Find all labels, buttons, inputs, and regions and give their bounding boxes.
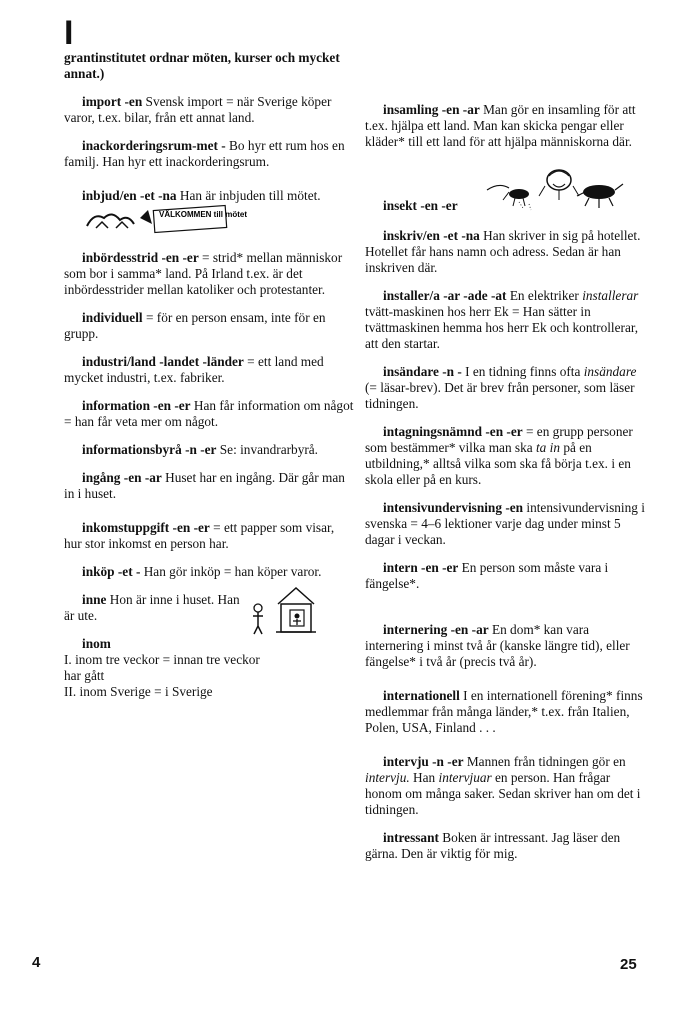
entry-informationsbyra: [64, 442, 354, 458]
definition: I en internationell förening* finns medlemmar från många länder,* t.ex. från Italien, Polen, USA, Finland . . .: [365, 688, 643, 735]
entry-inkop: [64, 564, 354, 580]
continuation-text: grantinstitutet ordnar möten, kurser och mycket annat.): [64, 50, 340, 81]
definition: En person som måste vara i fängelse*.: [365, 560, 609, 591]
definition: = strid* mellan människor som bor i samma* land. På Irland t.ex. är det inbördesstrider mellan katoliker och protestanter.: [64, 250, 343, 297]
sign-text: VÄLKOMMEN till mötet: [159, 210, 247, 219]
definition: Han gör inköp = han köper varor.: [143, 564, 322, 579]
grammar: -en -er: [161, 250, 199, 265]
headword: insändare: [383, 364, 439, 379]
definition: Se: invandrarbyrå.: [219, 442, 318, 457]
headword: intern: [383, 560, 418, 575]
definition: Man gör en insamling för att t.ex. hjälpa ett land. Man kan skicka pengar eller kläder* till ett land för att hjälpa människorna där.: [365, 102, 636, 149]
entry-internationell: [365, 688, 647, 736]
headword: intagningsnämnd: [383, 424, 483, 439]
headword: informationsbyrå: [82, 442, 182, 457]
house-illustration: [230, 584, 318, 640]
headword: inskriv/en: [383, 228, 440, 243]
entry-inom: [64, 636, 354, 700]
entry-inne: [64, 592, 354, 624]
entry-insekt: [365, 162, 647, 214]
grammar: -en -er: [421, 560, 459, 575]
page-number-right: 25: [620, 956, 637, 973]
grammar: -en -er: [172, 520, 210, 535]
definition: Han får information om något = han får veta mer om något.: [64, 398, 354, 429]
definition: på en utbildning,* alltså vilka som ska få börja t.ex. i en skola eller på en kurs.: [365, 440, 631, 487]
entry-inackorderingsrum: [64, 138, 354, 170]
definition: Huset har en ingång. Där går man in i huset.: [64, 470, 345, 501]
headword: inom: [82, 636, 111, 651]
headword: inköp: [82, 564, 115, 579]
grammar: -n -er: [185, 442, 217, 457]
example-word: ta in: [535, 440, 560, 455]
entry-inkomstuppgift: [64, 520, 354, 552]
definition-start: I en tidning finns ofta: [465, 364, 581, 379]
grammar: -en -ar: [441, 102, 480, 117]
grammar: -landet -länder: [159, 354, 244, 369]
headword: information: [82, 398, 150, 413]
definition-start: Mannen från tidningen gör en: [466, 754, 626, 769]
grammar: -n -: [442, 364, 462, 379]
headword: intressant: [383, 830, 439, 845]
definition: Svensk import = när Sverige köper varor, t.ex. bilar, från ett annat land.: [64, 94, 332, 125]
page-number-left: 4: [32, 954, 41, 971]
entry-intensivundervisning: [365, 500, 647, 548]
entry-information: [64, 398, 354, 430]
definition: Han är inbjuden till mötet.: [179, 188, 321, 203]
entry-intressant: [365, 830, 647, 862]
entry-intervju: [365, 754, 647, 818]
definition-start: = en grupp personer som bestämmer* vilka man ska: [365, 424, 633, 455]
definition: Hon är inne i huset. Han är ute.: [64, 592, 240, 623]
section-letter: I: [64, 14, 74, 52]
grammar: -en -er: [420, 198, 458, 213]
definition-start: En elektriker: [509, 288, 579, 303]
entry-intagningsnamnd: [365, 424, 647, 488]
example-word: intervju.: [365, 770, 410, 785]
headword: inackorderingsrum: [82, 138, 193, 153]
entry-intern: [365, 560, 647, 592]
grammar: -n -er: [432, 754, 464, 769]
grammar: -en -ar: [450, 622, 489, 637]
entry-inbordesstrid: [64, 250, 354, 298]
headword: inne: [82, 592, 107, 607]
right-column: [365, 102, 647, 874]
entry-insamling: [365, 102, 647, 150]
entry-insandare: [365, 364, 647, 412]
entry-import: [64, 94, 354, 126]
entry-inbjuden: [64, 188, 354, 238]
list-text-continued: har gått: [64, 668, 105, 683]
entry-inskriven: [365, 228, 647, 276]
definition: Bo hyr ett rum hos en familj. Han hyr ett inackorderingsrum.: [64, 138, 345, 169]
welcome-sign-illustration: [64, 204, 247, 238]
entry-installera: [365, 288, 647, 352]
headword: installer/a: [383, 288, 440, 303]
grammar: -et -na: [140, 188, 177, 203]
grammar: -en -ar: [123, 470, 162, 485]
entry-individuell: [64, 310, 354, 342]
definition: = ett papper som visar, hur stor inkomst en person har.: [64, 520, 335, 551]
headword: intensivundervisning: [383, 500, 502, 515]
headword: internationell: [383, 688, 460, 703]
entry-ingang: [64, 470, 354, 502]
list-number: II.: [64, 684, 77, 699]
definition: intensivundervisning i svenska = 4–6 lektioner varje dag under minst 5 dagar i veckan.: [365, 500, 645, 547]
definition: en person. Han frågar honom om många saker. Sedan skriver han om det i tidningen.: [365, 770, 641, 817]
grammar: -et -na: [443, 228, 480, 243]
headword: internering: [383, 622, 448, 637]
headword: industri/land: [82, 354, 156, 369]
headword: insekt: [383, 198, 417, 213]
grammar: -ar -ade -at: [443, 288, 507, 303]
list-text: inom Sverige = i Sverige: [79, 684, 213, 699]
grammar: -en: [505, 500, 524, 515]
example-word-2: intervjuar: [438, 770, 492, 785]
grammar: -en: [124, 94, 143, 109]
headword: ingång: [82, 470, 121, 485]
headword: individuell: [82, 310, 143, 325]
insects-illustration: [461, 162, 629, 218]
grammar: -et -: [117, 564, 141, 579]
definition: tvätt-maskinen hos herr Ek = Han sätter in tvättmaskinen hemma hos herr Ek och kontrollerar, att den startar.: [365, 304, 639, 351]
definition: = för en person ensam, inte för en grupp.: [64, 310, 326, 341]
entry-internering: [365, 622, 647, 670]
grammar: -en -er: [485, 424, 523, 439]
example-word: insändare: [583, 364, 637, 379]
definition-mid: Han: [413, 770, 436, 785]
entry-industriland: [64, 354, 354, 386]
headword: inbördesstrid: [82, 250, 159, 265]
headword: intervju: [383, 754, 429, 769]
headword: inkomstuppgift: [82, 520, 170, 535]
headword: import: [82, 94, 122, 109]
definition: Han skriver in sig på hotellet. Hotellet får hans namn och adress. Sedan är han inskriven där.: [365, 228, 641, 275]
headword: inbjud/en: [82, 188, 137, 203]
definition: (= läsar-brev). Det är brev från personer, som läser tidningen.: [365, 380, 635, 411]
list-text: inom tre veckor = innan tre veckor: [75, 652, 260, 667]
definition: = ett land med mycket industri, t.ex. fabriker.: [64, 354, 324, 385]
left-column: [64, 50, 354, 712]
grammar: -en -er: [153, 398, 191, 413]
grammar: -met -: [192, 138, 226, 153]
example-word: installerar: [582, 288, 639, 303]
list-number: I.: [64, 652, 72, 667]
headword: insamling: [383, 102, 439, 117]
definition: En dom* kan vara internering i minst två år (kanske längre tid), eller fängelse* i två år (precis två år).: [365, 622, 630, 669]
definition: Boken är intressant. Jag läser den gärna. Den är viktig för mig.: [365, 830, 621, 861]
